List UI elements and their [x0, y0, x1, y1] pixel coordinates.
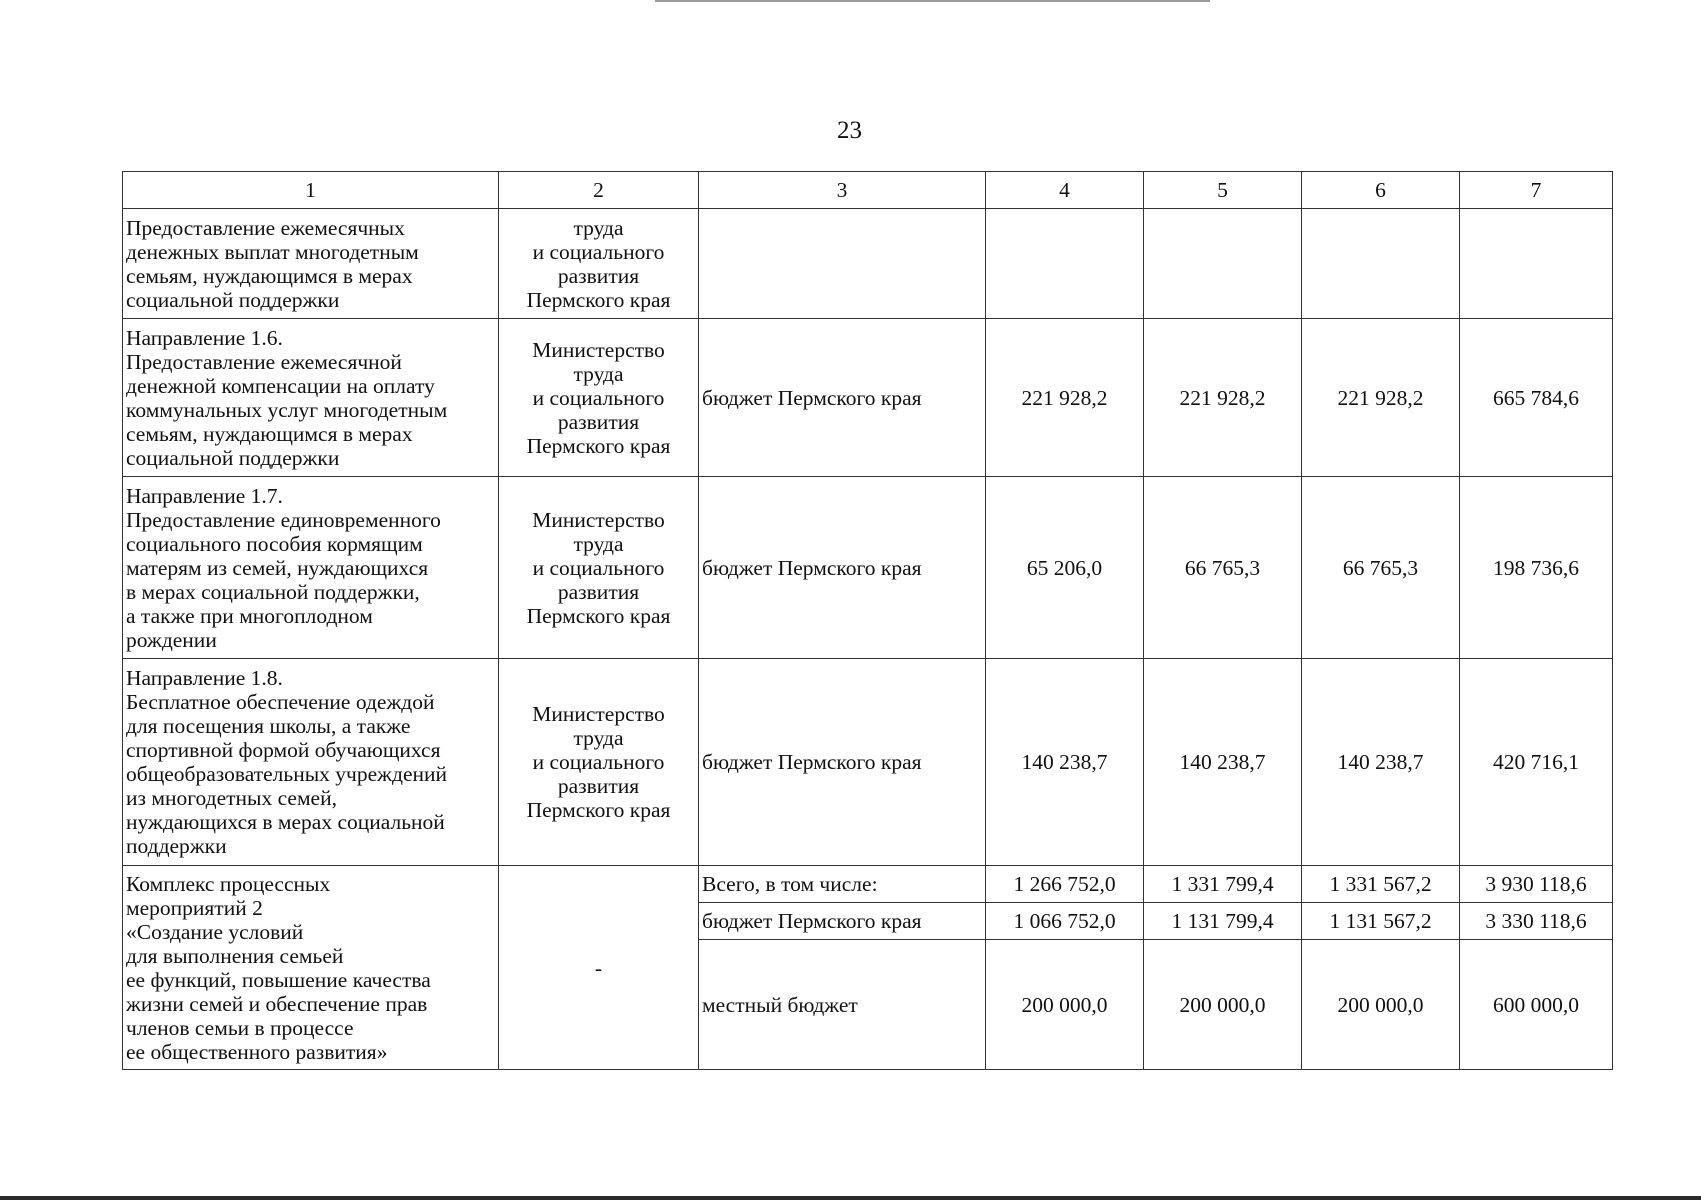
- column-header: 3: [699, 172, 986, 209]
- text-line: рождении: [126, 627, 217, 652]
- text-line: социального пособия кормящим: [126, 531, 423, 556]
- measure-name-cell: [123, 319, 499, 477]
- text-line: из многодетных семей,: [126, 786, 337, 810]
- funding-source-cell: бюджет Пермского края: [699, 477, 986, 659]
- text-line: Министерство: [532, 702, 665, 726]
- amount-cell: 1 131 567,2: [1302, 903, 1460, 940]
- table-row: [123, 319, 1613, 477]
- text-line: а также при многоплодном: [126, 603, 373, 628]
- text-line: труда: [573, 726, 624, 750]
- measure-name-cell: [123, 209, 499, 319]
- text-line: жизни семей и обеспечение прав: [126, 991, 428, 1016]
- budget-table: [122, 171, 1613, 1070]
- amount-cell: 140 238,7: [1302, 659, 1460, 866]
- amount-cell: 221 928,2: [1302, 319, 1460, 477]
- text-line: развития: [557, 409, 640, 434]
- column-header: 6: [1302, 172, 1460, 209]
- text-line: Пермского края: [526, 287, 671, 312]
- amount-cell: 200 000,0: [986, 940, 1144, 1070]
- text-line: и социального: [532, 239, 665, 264]
- table-row: [123, 209, 1613, 319]
- text-line: Направление 1.7.: [126, 483, 283, 508]
- executor-cell: -: [499, 866, 699, 1070]
- text-line: ее функций, повышение качества: [126, 967, 431, 992]
- text-line: общеобразовательных учреждений: [126, 762, 447, 786]
- text-line: семьям, нуждающимся в мерах: [126, 263, 413, 288]
- funding-source-cell: бюджет Пермского края: [699, 659, 986, 866]
- text-line: Предоставление ежемесячной: [126, 349, 402, 374]
- page-number: 23: [837, 117, 862, 144]
- text-line: развития: [557, 774, 640, 798]
- amount-cell: 665 784,6: [1460, 319, 1613, 477]
- text-line: членов семьи в процессе: [126, 1015, 354, 1040]
- measure-name-cell: [123, 659, 499, 866]
- empty-cell: [986, 209, 1144, 319]
- table-header-row: [123, 172, 1613, 209]
- text-line: развития: [557, 579, 640, 604]
- text-line: мероприятий 2: [126, 895, 263, 920]
- text-line: Пермского края: [526, 603, 671, 628]
- text-line: семьям, нуждающимся в мерах: [126, 421, 413, 446]
- funding-source-cell: бюджет Пермского края: [699, 903, 986, 940]
- amount-cell: 66 765,3: [1144, 477, 1302, 659]
- text-line: коммунальных услуг многодетным: [126, 397, 448, 422]
- amount-cell: 3 330 118,6: [1460, 903, 1613, 940]
- text-line: Направление 1.6.: [126, 325, 283, 350]
- funding-source-cell: Всего, в том числе:: [699, 866, 986, 903]
- amount-cell: 3 930 118,6: [1460, 866, 1613, 903]
- amount-cell: 221 928,2: [986, 319, 1144, 477]
- text-line: и социального: [532, 385, 665, 410]
- amount-cell: 140 238,7: [986, 659, 1144, 866]
- scan-bottom-rule: [0, 1196, 1701, 1200]
- amount-cell: 600 000,0: [1460, 940, 1613, 1070]
- text-line: Комплекс процессных: [126, 871, 331, 896]
- text-line: Пермского края: [526, 798, 671, 822]
- executor-cell: [499, 209, 699, 319]
- table-row: [123, 866, 1613, 903]
- amount-cell: 1 266 752,0: [986, 866, 1144, 903]
- measure-name-cell: [123, 477, 499, 659]
- column-header: 2: [499, 172, 699, 209]
- amount-cell: 66 765,3: [1302, 477, 1460, 659]
- column-header: 1: [123, 172, 499, 209]
- text-line: труда: [573, 531, 624, 556]
- amount-cell: 420 716,1: [1460, 659, 1613, 866]
- text-line: Направление 1.8.: [126, 666, 283, 690]
- text-line: для посещения школы, а также: [126, 714, 411, 738]
- executor-cell: [499, 659, 699, 866]
- text-line: и социального: [532, 555, 665, 580]
- text-line: Министерство: [532, 337, 665, 362]
- column-header: 7: [1460, 172, 1613, 209]
- amount-cell: 1 131 799,4: [1144, 903, 1302, 940]
- text-line: в мерах социальной поддержки,: [126, 579, 420, 604]
- text-line: для выполнения семьей: [126, 943, 344, 968]
- text-line: Предоставление ежемесячных: [126, 215, 405, 240]
- table-row: [123, 477, 1613, 659]
- amount-cell: 65 206,0: [986, 477, 1144, 659]
- column-header: 5: [1144, 172, 1302, 209]
- empty-cell: [699, 209, 986, 319]
- empty-cell: [1460, 209, 1613, 319]
- executor-cell: [499, 477, 699, 659]
- amount-cell: 221 928,2: [1144, 319, 1302, 477]
- text-line: и социального: [532, 750, 665, 774]
- text-line: денежной компенсации на оплату: [126, 373, 435, 398]
- text-line: Бесплатное обеспечение одеждой: [126, 690, 435, 714]
- text-line: Пермского края: [526, 433, 671, 458]
- amount-cell: 198 736,6: [1460, 477, 1613, 659]
- text-line: социальной поддержки: [126, 287, 340, 312]
- text-line: нуждающихся в мерах социальной: [126, 810, 445, 834]
- amount-cell: 140 238,7: [1144, 659, 1302, 866]
- amount-cell: 200 000,0: [1302, 940, 1460, 1070]
- text-line: труда: [573, 215, 624, 240]
- executor-cell: [499, 319, 699, 477]
- table-row: [123, 659, 1613, 866]
- text-line: спортивной формой обучающихся: [126, 738, 441, 762]
- funding-source-cell: бюджет Пермского края: [699, 319, 986, 477]
- text-line: ее общественного развития»: [126, 1039, 388, 1064]
- column-header: 4: [986, 172, 1144, 209]
- text-line: социальной поддержки: [126, 445, 340, 470]
- text-line: матерям из семей, нуждающихся: [126, 555, 429, 580]
- text-line: труда: [573, 361, 624, 386]
- text-line: развития: [557, 263, 640, 288]
- amount-cell: 1 066 752,0: [986, 903, 1144, 940]
- scan-top-rule: [655, 0, 1210, 2]
- amount-cell: 1 331 799,4: [1144, 866, 1302, 903]
- empty-cell: [1144, 209, 1302, 319]
- text-line: денежных выплат многодетным: [126, 239, 419, 264]
- measure-name-cell: [123, 866, 499, 1070]
- text-line: Предоставление единовременного: [126, 507, 441, 532]
- text-line: поддержки: [126, 834, 227, 858]
- funding-source-cell: местный бюджет: [699, 940, 986, 1070]
- text-line: Министерство: [532, 507, 665, 532]
- empty-cell: [1302, 209, 1460, 319]
- amount-cell: 1 331 567,2: [1302, 866, 1460, 903]
- text-line: «Создание условий: [126, 919, 304, 944]
- amount-cell: 200 000,0: [1144, 940, 1302, 1070]
